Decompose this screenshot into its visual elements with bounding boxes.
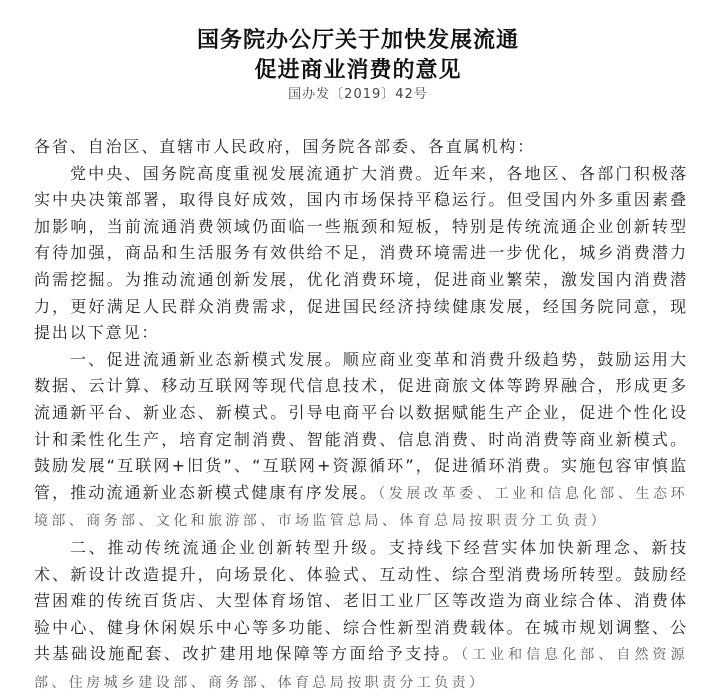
document-title-line-2: 促进商业消费的意见	[254, 57, 462, 83]
document-title-line-1: 国务院办公厅关于加快发展流通	[196, 27, 519, 53]
document-body	[34, 134, 688, 696]
paragraph-text: 一、促进流通新业态新模式发展。顺应商业变革和消费升级趋势，鼓励运用大数据、云计算、移动互联网等现代信息技术，促进商旅文体等跨界融合，形成更多流通新平台、新业态、新模式。引导电商平台以数据赋能生产企业，促进个性化设计和柔性化生产，培育定制消费、智能消费、信息消费、时尚消费等商业新模式。鼓励发展“互联网+旧货”、“互联网+资源循环”，促进循环消费。实施包容审慎监管，推动流通新业态新模式健康有序发展。	[34, 349, 688, 502]
paragraph-intro	[34, 161, 688, 347]
paragraph-text: 二、推动传统流通企业创新转型升级。支持线下经营实体加快新理念、新技术、新设计改造提升，向场景化、体验式、互动性、综合型消费场所转型。鼓励经营困难的传统百货店、大型体育场馆、老旧工业厂区等改造为商业综合体、消费体验中心、健身休闲娱乐中心等多功能、综合性新型消费载体。在城市规划调整、公共基础设施配套、改扩建用地保障等方面给予支持。	[34, 537, 688, 664]
paragraph-text: 党中央、国务院高度重视发展流通扩大消费。近年来，各地区、各部门积极落实中央决策部署，取得良好成效，国内市场保持平稳运行。但受国内外多重因素叠加影响，当前流通消费领域仍面临一些瓶颈和短板，特别是传统流通企业创新转型有待加强，商品和生活服务有效供给不足，消费环境需进一步优化，城乡消费潜力尚需挖掘。为推动流通创新发展，优化消费环境，促进商业繁荣，激发国内消费潜力，更好满足人民群众消费需求，促进国民经济持续健康发展，经国务院同意，现提出以下意见：	[34, 163, 688, 343]
responsibility-note: （工业和信息化部、自然资源部、住房城乡建设部、商务部、体育总局按职责分工负责）	[34, 647, 689, 691]
paragraph-section-2	[34, 535, 688, 696]
salutation: 各省、自治区、直辖市人民政府，国务院各部委、各直属机构：	[34, 137, 536, 156]
responsibility-note: （发展改革委、工业和信息化部、生态环境部、商务部、文化和旅游部、市场监管总局、体育总局按职责分工负责）	[34, 485, 689, 530]
document-number: 国办发〔2019〕42号	[288, 87, 428, 102]
paragraph-section-1	[34, 347, 688, 535]
